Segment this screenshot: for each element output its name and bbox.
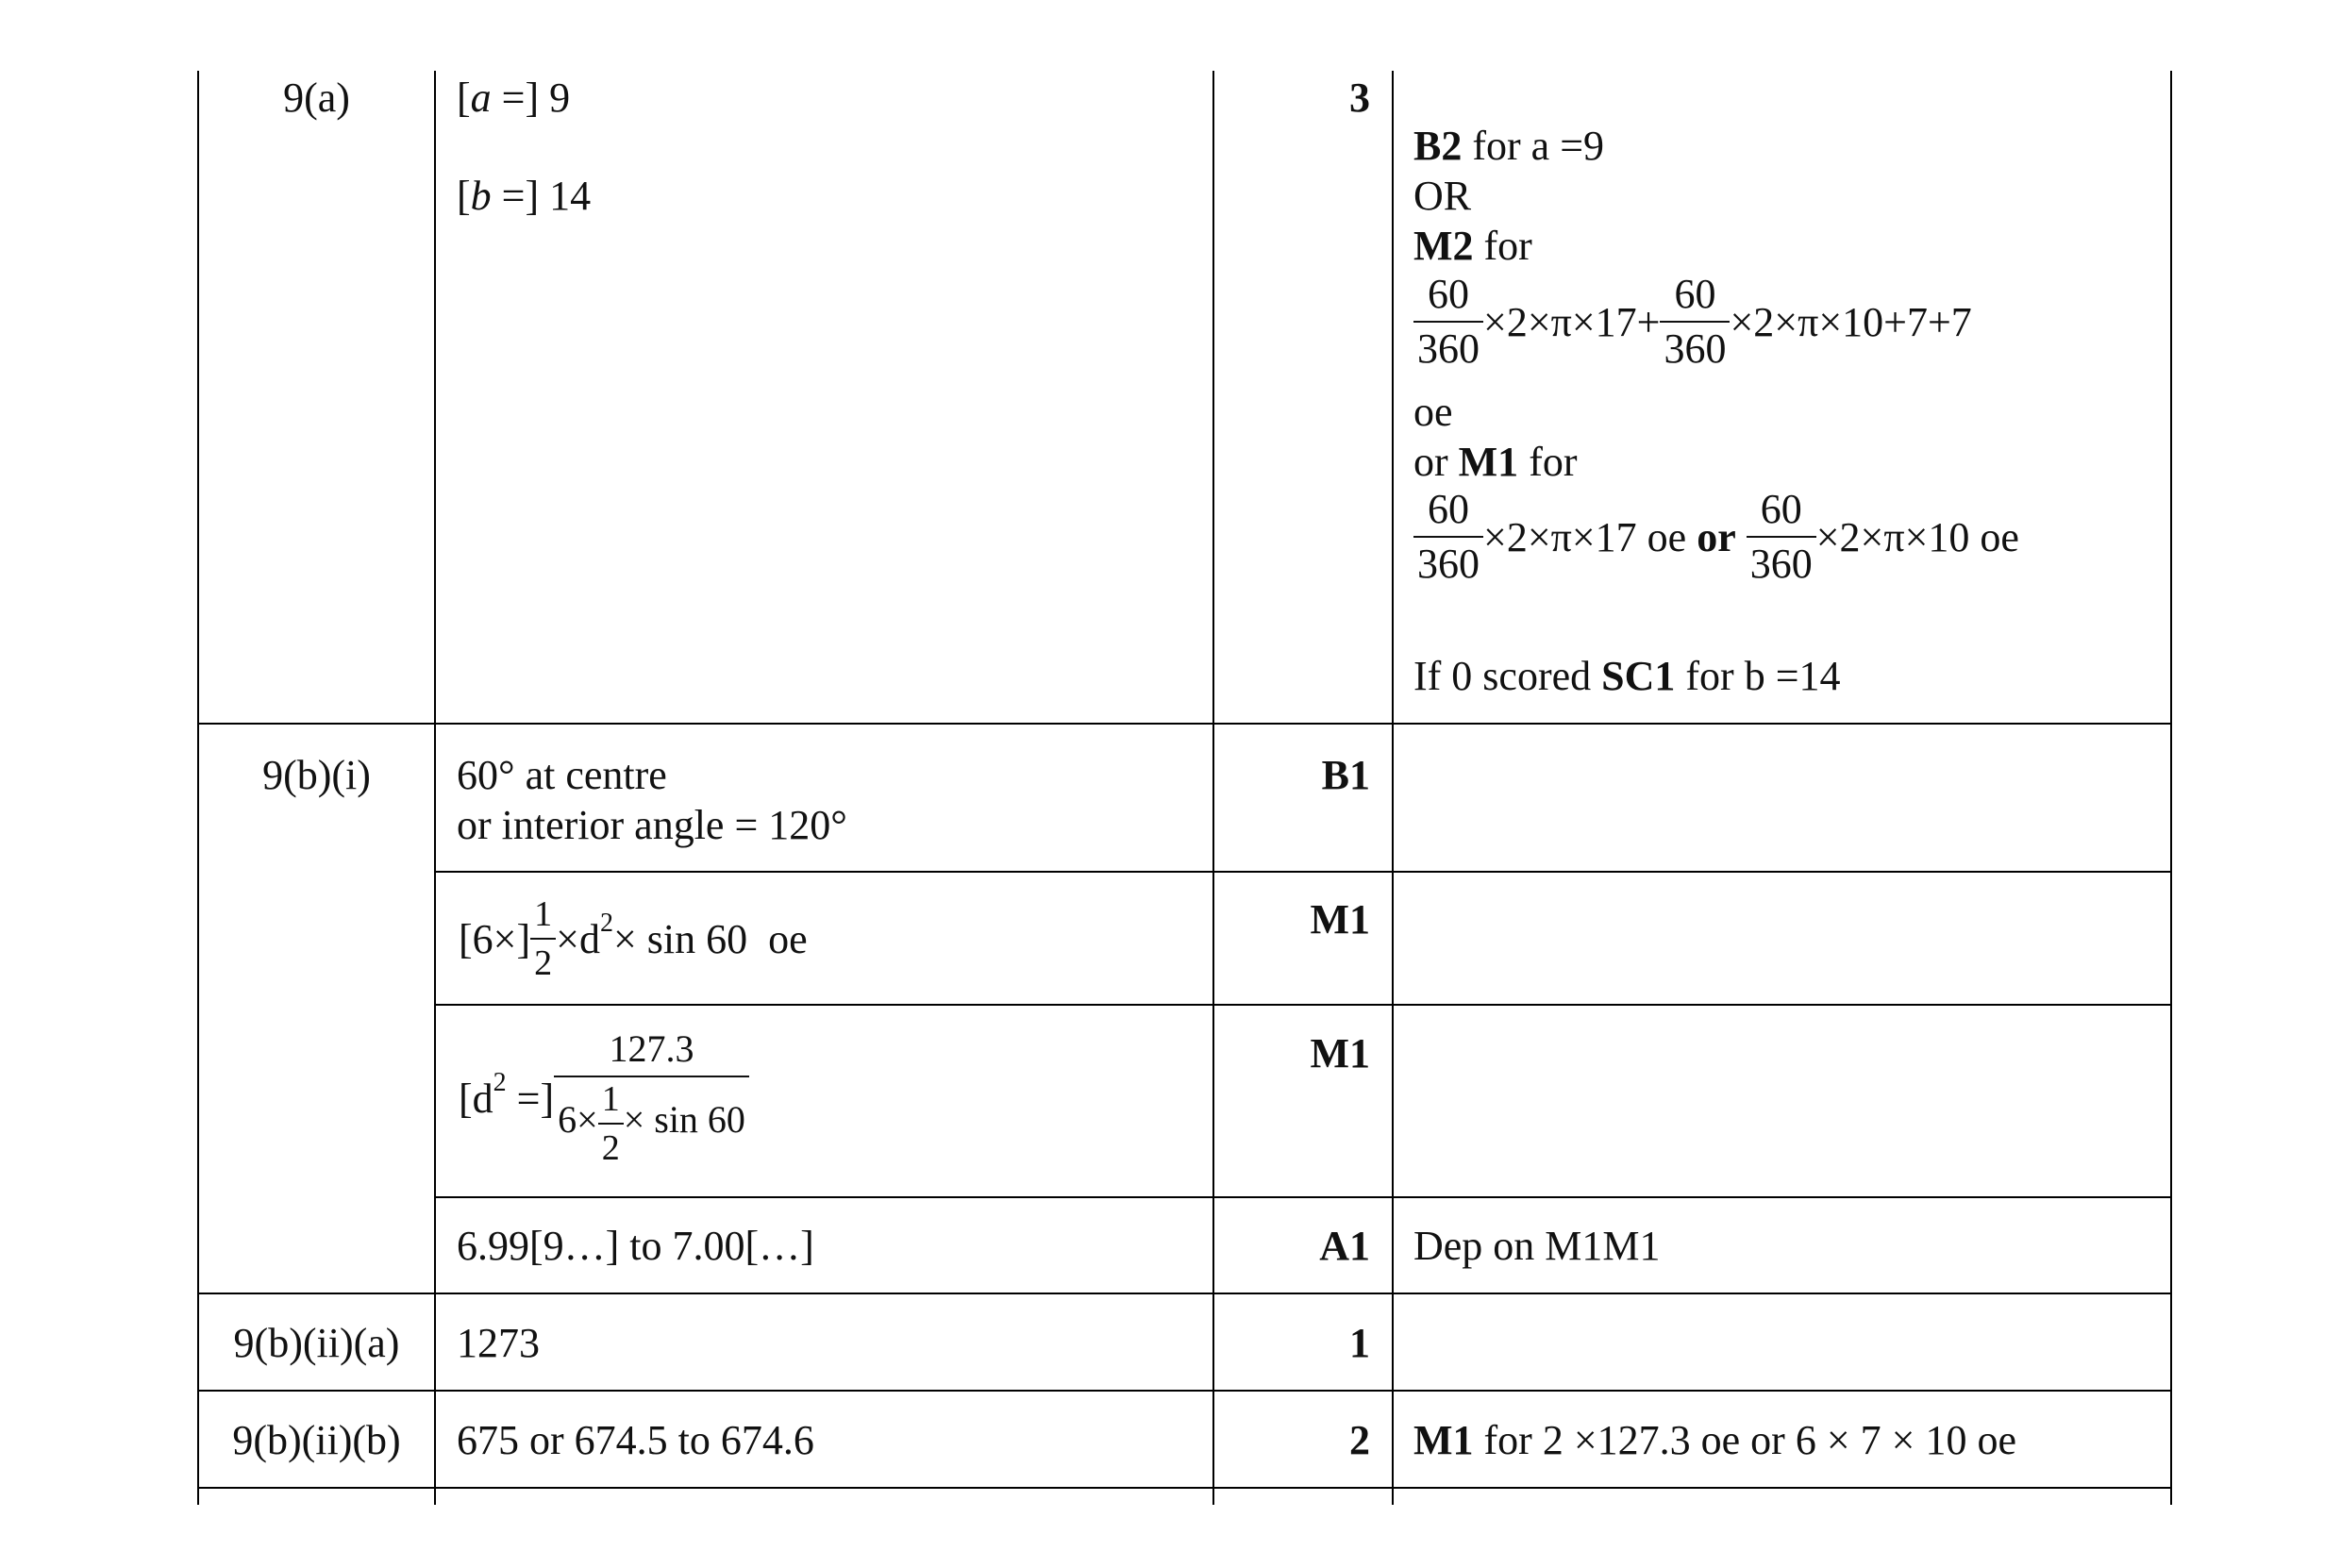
table-border-right bbox=[2170, 71, 2172, 1505]
marks-value: A1 bbox=[1319, 1223, 1370, 1269]
row-divider-9bi-step3 bbox=[434, 1196, 2172, 1198]
m2-expression: $\frac{60}{360}$ ×2×π×17+ $\frac{60}{360}$ ×2×π×10+7+7 bbox=[1413, 274, 1972, 370]
row-divider-9bi-step2 bbox=[434, 1004, 2172, 1006]
marks-value: M1 bbox=[1310, 896, 1370, 942]
a-equals: a =9 bbox=[1530, 123, 1605, 169]
question-number: 9(b)(i) bbox=[262, 752, 371, 798]
column-divider-question bbox=[434, 71, 436, 1505]
marks-value: 3 bbox=[1349, 75, 1370, 121]
answer-step4: 6.99[9…] to 7.00[…] bbox=[457, 1223, 814, 1269]
fraction: $\frac{60}{360}$ bbox=[1413, 489, 1483, 585]
column-divider-marks bbox=[1392, 71, 1394, 1505]
marks-value: 2 bbox=[1349, 1417, 1370, 1463]
marks-value: B1 bbox=[1321, 752, 1370, 798]
guidance-sc1-line: If 0 scored SC1 for b =14 bbox=[1413, 653, 1841, 699]
question-number: 9(b)(ii)(a) bbox=[233, 1320, 400, 1366]
question-number: 9(a) bbox=[283, 75, 350, 121]
marks-value: M1 bbox=[1310, 1030, 1370, 1076]
fraction: $\frac{60}{360}$ bbox=[1413, 274, 1483, 370]
row-divider-9bi-step1 bbox=[434, 871, 2172, 873]
guidance-b2-line: B2 for a =9 bbox=[1413, 123, 1605, 169]
guidance-oe: oe bbox=[1413, 389, 1453, 435]
fraction: $\frac{60}{360}$ bbox=[1660, 274, 1730, 370]
question-number: 9(b)(ii)(b) bbox=[232, 1417, 401, 1463]
answer-step2-expression: [6×] $\frac{1}{2}$ $\times d^2\times \sin 60$ oe bbox=[459, 894, 808, 983]
answer-step1-line1: 60° at centre bbox=[457, 752, 667, 798]
guidance-text: M1 for 2 ×127.3 oe or 6 × 7 × 10 oe bbox=[1413, 1417, 2016, 1463]
answer: 675 or 674.5 to 674.6 bbox=[457, 1417, 814, 1463]
guidance-m1-line: or M1 for bbox=[1413, 439, 1578, 485]
marks-value: 1 bbox=[1349, 1320, 1370, 1366]
guidance-or: OR bbox=[1413, 173, 1472, 219]
guidance-text: Dep on M1M1 bbox=[1413, 1223, 1661, 1269]
row-divider-9a bbox=[197, 723, 2172, 725]
fraction: $\frac{60}{360}$ bbox=[1747, 489, 1816, 585]
column-divider-answer bbox=[1212, 71, 1214, 1505]
answer-b: [b =] 14 bbox=[457, 173, 592, 219]
answer-step3-expression: [$d^2$ =] 127.3 6× $\frac{1}{2}$ × sin 60 bbox=[459, 1030, 749, 1166]
guidance-m2-line: M2 for bbox=[1413, 223, 1532, 269]
fraction: $\frac{1}{2}$ bbox=[598, 1081, 624, 1166]
fraction: $\frac{1}{2}$ bbox=[530, 896, 556, 981]
row-divider-9biib bbox=[197, 1487, 2172, 1489]
fraction: 127.3 6× $\frac{1}{2}$ × sin 60 bbox=[554, 1030, 749, 1166]
answer: 1273 bbox=[457, 1320, 540, 1366]
row-divider-9biia bbox=[197, 1390, 2172, 1392]
row-divider-9bi bbox=[197, 1293, 2172, 1294]
answer-step1-line2: or interior angle = 120° bbox=[457, 802, 847, 848]
answer-a: [a =] 9 bbox=[457, 75, 571, 121]
m1-expression: $\frac{60}{360}$ ×2×π×17 oe or $\frac{60}{360}$ ×2×π×10 oe bbox=[1413, 489, 2019, 585]
